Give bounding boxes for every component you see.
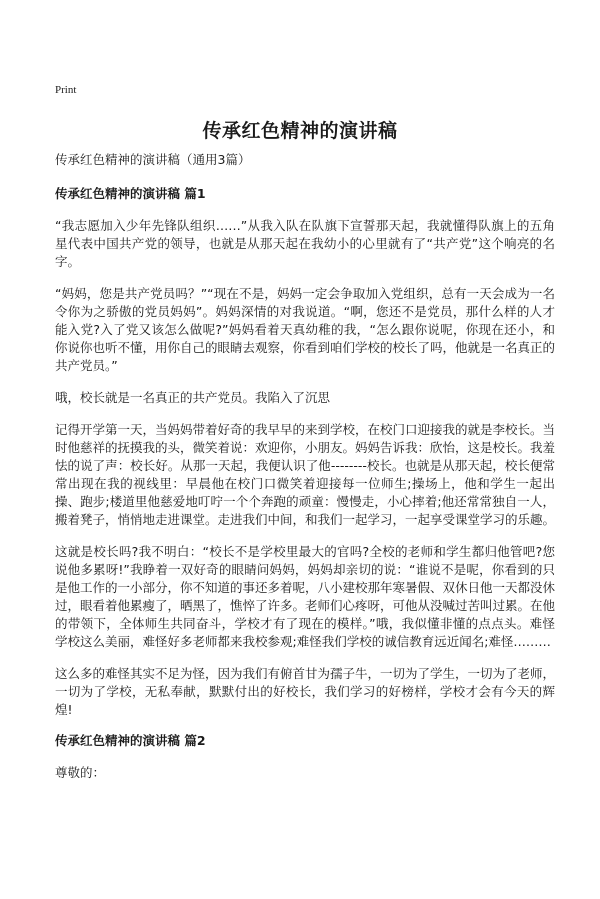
paragraph: 记得开学第一天，当妈妈带着好奇的我早早的来到学校，在校门口迎接我的就是李校长。当时他慈祥的抚摸我的头，微笑着说：欢迎你，小朋友。妈妈告诉我：欣怡，这是校长。我羞怯的说了声：校长好。从那一天起，我便认识了他--------校长。也就是从那天起，校长便常常出现在我的视线里：早晨他在校门口微笑着迎接每一位师生;操场上，他和学生一起出操、跑步;楼道里他慈爱地叮咛一个个奔跑的顽童：慢慢走，小心摔着;他还常常独自一人，搬着凳子，悄悄地走进课堂。走进我们中间，和我们一起学习，一起享受课堂学习的乐趣。 <box>55 422 556 527</box>
document-title: 传承红色精神的演讲稿 <box>202 120 398 142</box>
print-label: Print <box>55 84 77 96</box>
paragraph: “我志愿加入少年先锋队组织……”从我入队在队旗下宣誓那天起，我就懂得队旗上的五角星代表中国共产党的领导，也就是从那天起在我幼小的心里就有了“共产党”这个响亮的名字。 <box>55 218 555 269</box>
section-1-heading: 传承红色精神的演讲稿 篇1 <box>55 186 206 201</box>
document-body <box>55 150 555 782</box>
section-2-heading: 传承红色精神的演讲稿 篇2 <box>55 733 206 748</box>
paragraph: 哦，校长就是一名真正的共产党员。我陷入了沉思 <box>55 390 331 405</box>
paragraph: 这就是校长吗?我不明白：“校长不是学校里最大的官吗?全校的老师和学生都归他管吧?您说他多累呀!”我睁着一双好奇的眼睛问妈妈，妈妈却亲切的说：“谁说不是呢，你看到的只是他工作的一小部分，你不知道的事还多着呢，八小建校那年寒暑假、双休日他一天都没休过，眼看着他累瘦了，晒黑了，憔悴了许多。老师们心疼呀，可他从没喊过苦叫过累。在他的带领下，全体师生共同奋斗，学校才有了现在的模样。”哦，我似懂非懂的点点头。难怪学校这么美丽，难怪好多老师都来我校参观;难怪我们学校的诚信教育远近闻名;难怪……… <box>55 544 556 649</box>
paragraph: 这么多的难怪其实不足为怪，因为我们有俯首甘为孺子牛，一切为了学生，一切为了老师，一切为了学校，无私奉献，默默付出的好校长，我们学习的好榜样，学校才会有今天的辉煌! <box>55 666 556 717</box>
greeting: 尊敬的： <box>55 765 106 780</box>
document-subtitle: 传承红色精神的演讲稿（通用3篇） <box>55 152 251 167</box>
paragraph: “妈妈，您是共产党员吗？”“现在不是，妈妈一定会争取加入党组织，总有一天会成为一名令你为之骄傲的党员妈妈”。妈妈深情的对我说道。“啊，您还不是党员，那什么样的人才能入党?入了党又该怎么做呢?”妈妈看着天真幼稚的我，“怎么跟你说呢，你现在还小，和你说你也听不懂，用你自己的眼睛去观察，你看到咱们学校的校长了吗，他就是一名真正的共产党员。” <box>55 286 556 373</box>
